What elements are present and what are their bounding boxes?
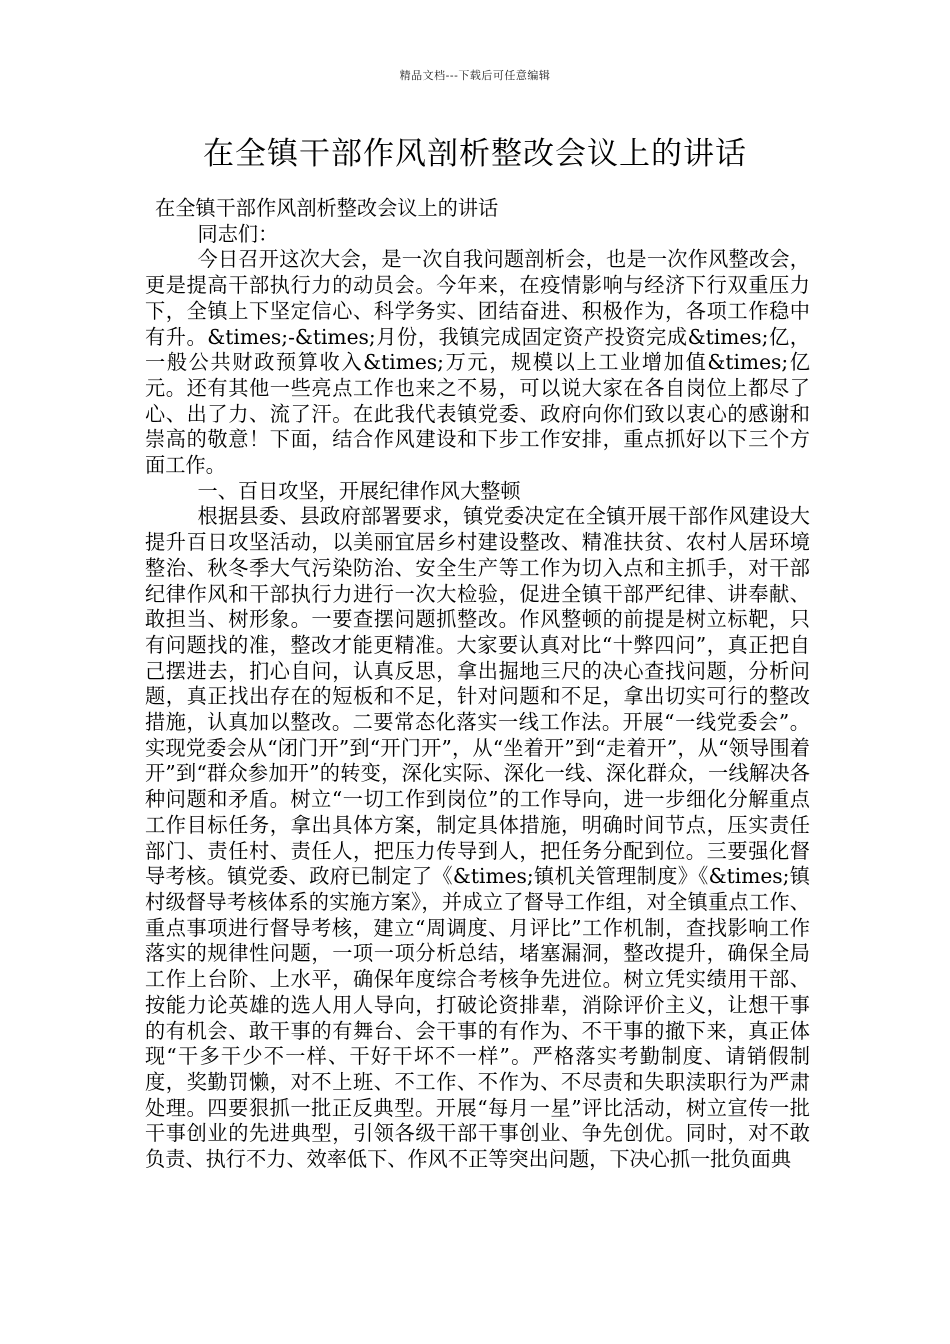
document-title: 在全镇干部作风剖析整改会议上的讲话 — [203, 136, 747, 172]
paragraph-1: 今日召开这次大会，是一次自我问题剖析会，也是一次作风整改会，更是提高干部执行力的动员会。今年来，在疫情影响与经济下行双重压力下，全镇上下坚定信心、科学务实、团结奋进、积极作为，各项工作稳中有升。&times;-&times;月份，我镇完成固定资产投资完成&times;亿，一般公共财政预算收入&times;万元，规模以上工业增加值&times;亿元。还有其他一些亮点工作也来之不易，可以说大家在各自岗位上都尽了心、出了力、流了汗。在此我代表镇党委、政府向你们致以衷心的感谢和崇高的敬意！下面，结合作风建设和下步工作安排，重点抓好以下三个方面工作。 — [145, 247, 810, 478]
paragraph-2: 根据县委、县政府部署要求，镇党委决定在全镇开展干部作风建设大提升百日攻坚活动，以美丽宜居乡村建设整改、精准扶贫、农村人居环境整治、秋冬季大气污染防治、安全生产等工作为切入点和主抓手，对干部纪律作风和干部执行力进行一次大检验，促进全镇干部严纪律、讲奉献、敢担当、树形象。一要查摆问题抓整改。作风整顿的前提是树立标靶，只有问题找的准，整改才能更精准。大家要认真对比“十弊四问”，真正把自己摆进去，扪心自问，认真反思，拿出掘地三尺的决心查找问题，分析问题，真正找出存在的短板和不足，针对问题和不足，拿出切实可行的整改措施，认真加以整改。二要常态化落实一线工作法。开展“一线党委会”。实现党委会从“闭门开”到“开门开”，从“坐着开”到“走着开”，从“领导围着开”到“群众参加开”的转变，深化实际、深化一线、深化群众，一线解决各种问题和矛盾。树立“一切工作到岗位”的工作导向，进一步细化分解重点工作目标任务，拿出具体方案，制定具体措施，明确时间节点，压实责任部门、责任村、责任人，把压力传导到人，把任务分配到位。三要强化督导考核。镇党委、政府已制定了《&times;镇机关管理制度》《&times;镇村级督导考核体系的实施方案》，并成立了督导工作组，对全镇重点工作、重点事项进行督导考核，建立“周调度、月评比”工作机制，查找影响工作落实的规律性问题，一项一项分析总结，堵塞漏洞，整改提升，确保全局工作上台阶、上水平，确保年度综合考核争先进位。树立凭实绩用干部、按能力论英雄的选人用人导向，打破论资排辈，消除评价主义，让想干事的有机会、敢干事的有舞台、会干事的有作为、不干事的撤下来，真正体现“干多干少不一样、干好干坏不一样”。严格落实考勤制度、请销假制度，奖勤罚懒，对不上班、不工作、不作为、不尽责和失职渎职行为严肃处理。四要狠抓一批正反典型。开展“每月一星”评比活动，树立宣传一批干事创业的先进典型，引领各级干部干事创业、争先创优。同时，对不敢负责、执行不力、效率低下、作风不正等突出问题，下决心抓一批负面典 — [145, 504, 810, 1172]
section-1-heading: 一、百日攻坚，开展纪律作风大整顿 — [197, 478, 521, 503]
salutation: 同志们： — [197, 221, 279, 246]
header-note: 精品文档---下载后可任意编辑 — [399, 69, 551, 82]
document-body — [145, 196, 810, 1173]
document-subtitle: 在全镇干部作风剖析整改会议上的讲话 — [155, 196, 499, 220]
